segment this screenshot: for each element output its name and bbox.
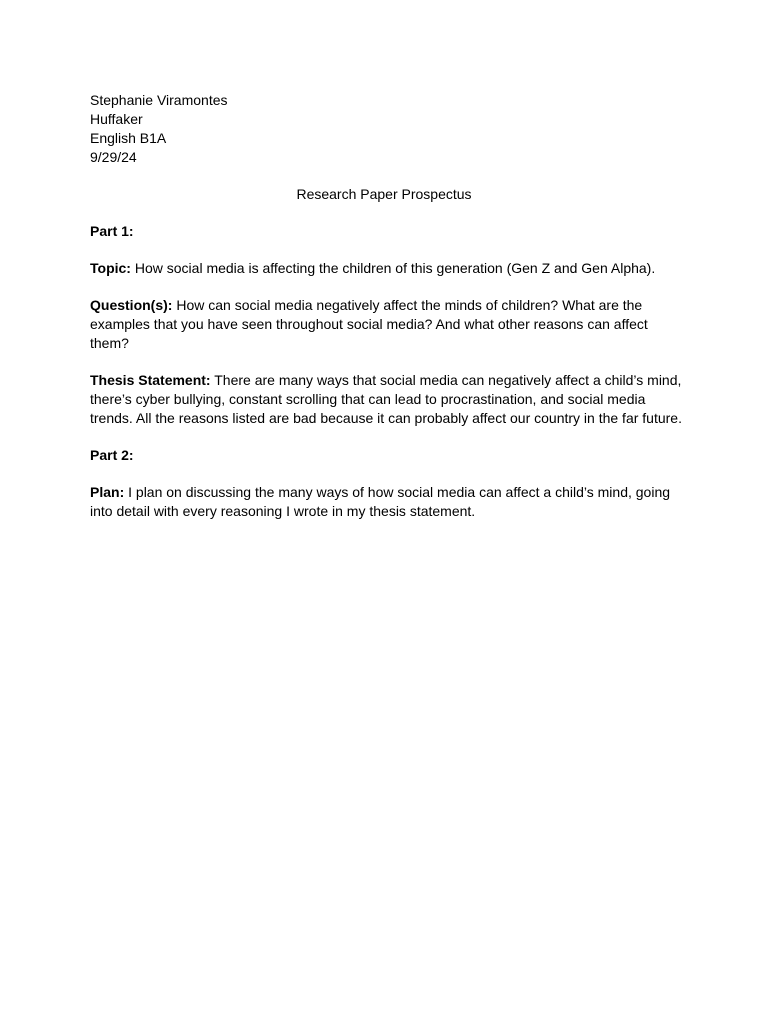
thesis-paragraph xyxy=(90,371,682,428)
plan-label: Plan: xyxy=(90,484,125,500)
questions-label: Question(s): xyxy=(90,297,173,313)
thesis-text: There are many ways that social media can negatively affect a child’s mind, there’s cyber bullying, constant scrolling that can lead to procrastination, and social media trends. All the reasons listed are bad because it can probably affect our country in the far future. xyxy=(90,372,682,426)
topic-paragraph xyxy=(90,259,682,278)
part1-heading: Part 1: xyxy=(90,223,134,239)
document-title: Research Paper Prospectus xyxy=(296,186,472,202)
topic-text: How social media is affecting the children of this generation (Gen Z and Gen Alpha). xyxy=(130,260,656,276)
thesis-label: Thesis Statement: xyxy=(90,372,211,388)
instructor-name: Huffaker xyxy=(90,111,143,127)
questions-text: How can social media negatively affect the minds of children? What are the examples that you have seen throughout social media? And what other reasons can affect them? xyxy=(90,297,648,351)
document-body xyxy=(90,91,682,521)
topic-label: Topic: xyxy=(90,260,131,276)
plan-text: I plan on discussing the many ways of how social media can affect a child’s mind, going into detail with every reasoning I wrote in my thesis statement. xyxy=(90,484,671,519)
plan-paragraph xyxy=(90,483,682,521)
document-date: 9/29/24 xyxy=(90,149,137,165)
part2-heading: Part 2: xyxy=(90,447,134,463)
author-name: Stephanie Viramontes xyxy=(90,92,228,108)
course-name: English B1A xyxy=(90,130,167,146)
questions-paragraph xyxy=(90,296,682,353)
